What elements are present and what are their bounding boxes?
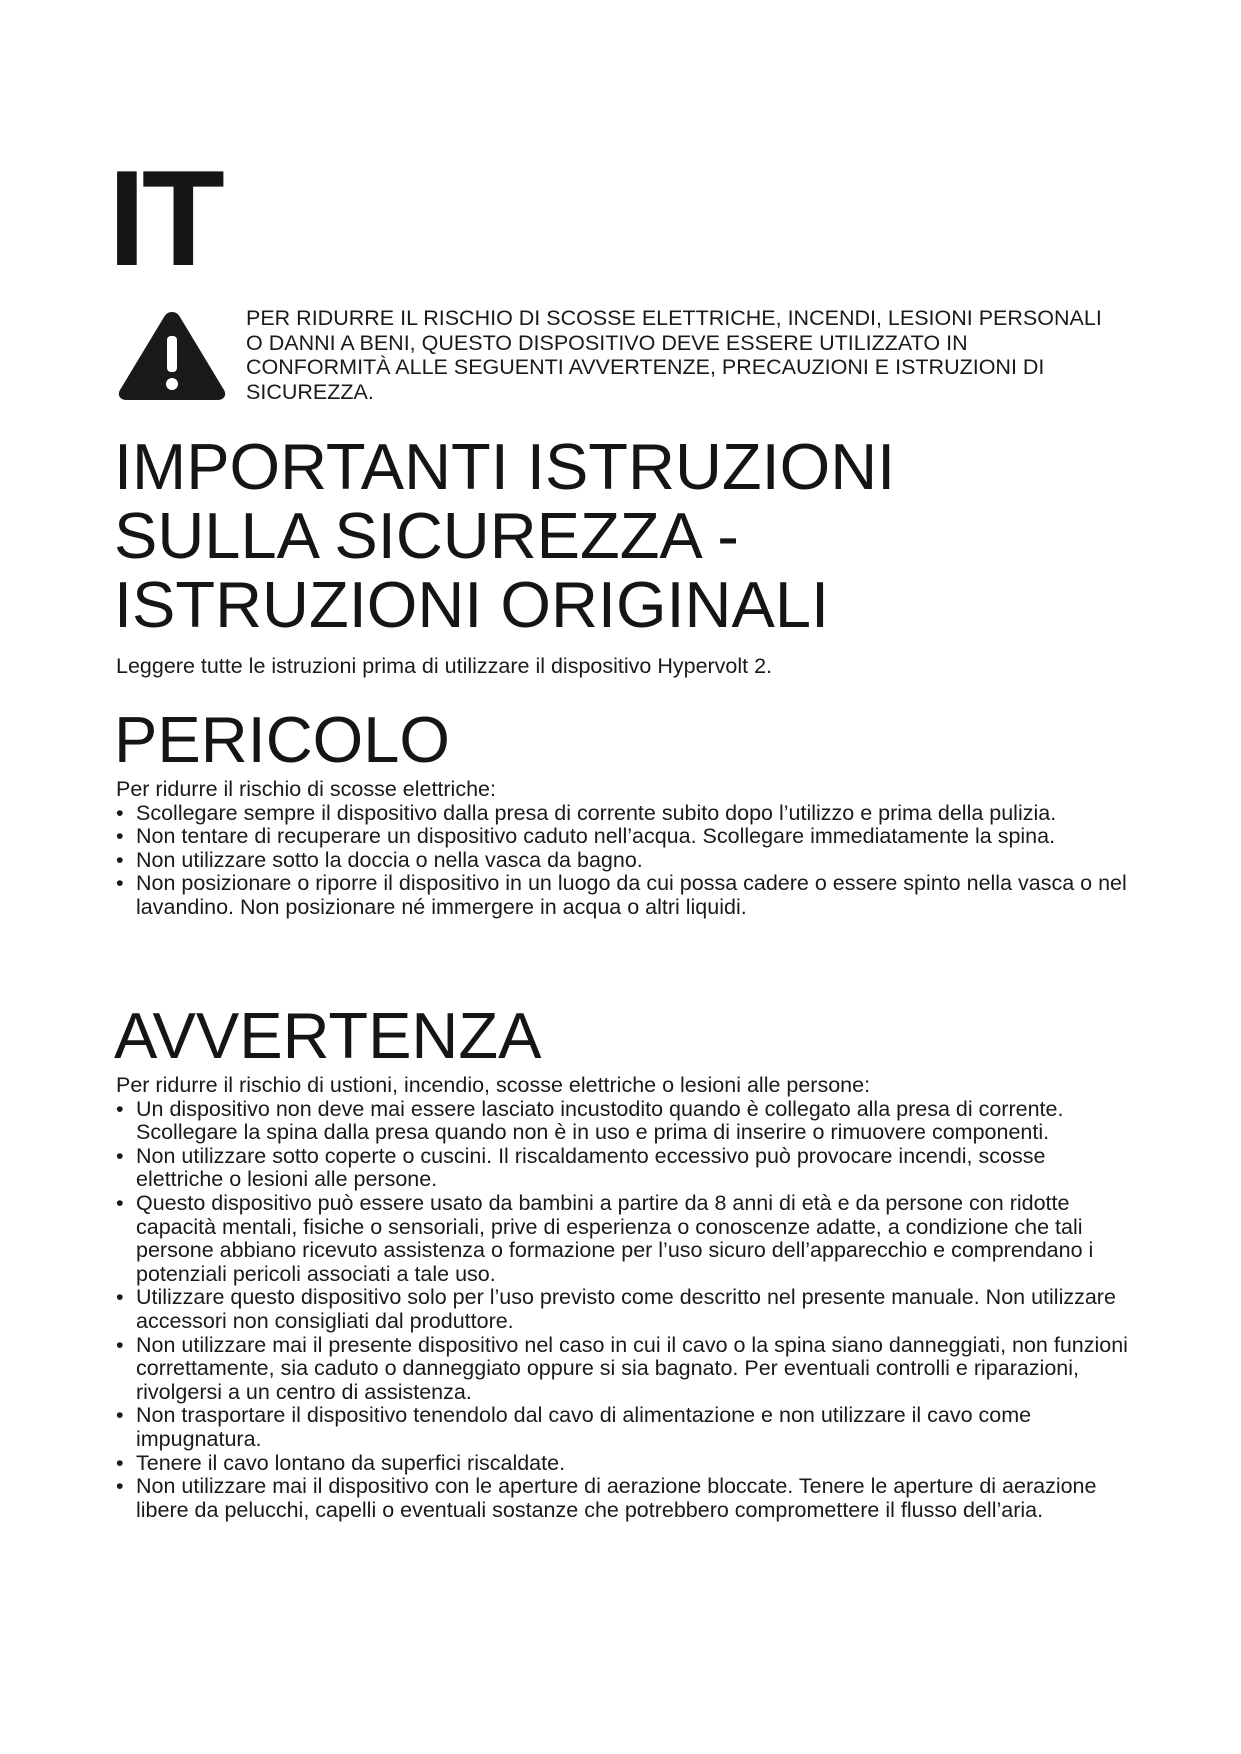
bullet-list (116, 802, 1136, 920)
bullet-list (116, 1098, 1136, 1523)
warning-notice (114, 306, 1114, 406)
title-line: ISTRUZIONI ORIGINALI (114, 568, 830, 641)
intro-text: Leggere tutte le istruzioni prima di utilizzare il dispositivo Hypervolt 2. (116, 654, 773, 678)
bullet-item: • Non posizionare o riporre il dispositivo in un luogo da cui possa cadere o essere spinto nella vasca o nel lavandino. Non posizionare né immergere in acqua o altri liquidi. (116, 872, 1136, 919)
section-body-avvertenza (116, 1074, 1136, 1522)
bullet-item: • Non utilizzare mai il dispositivo con le aperture di aerazione bloccate. Tenere le aperture di aerazione libere da pelucchi, capelli o eventuali sostanze che potrebbero compromettere il flusso dell’aria. (116, 1475, 1136, 1522)
bullet-item: • Non utilizzare sotto la doccia o nella vasca da bagno. (116, 849, 1136, 873)
bullet-item: • Non utilizzare mai il presente dispositivo nel caso in cui il cavo o la spina siano danneggiati, non funzioni correttamente, sia caduto o danneggiato oppure si sia bagnato. Per eventuali controlli e riparazioni, rivolgersi a un centro di assistenza. (116, 1334, 1136, 1405)
section-lead: Per ridurre il rischio di ustioni, incendio, scosse elettriche o lesioni alle persone: (116, 1073, 871, 1097)
section-heading-pericolo: PERICOLO (114, 703, 450, 776)
bullet-item: • Non utilizzare sotto coperte o cuscini. Il riscaldamento eccessivo può provocare incendi, scosse elettriche o lesioni alle persone. (116, 1145, 1136, 1192)
title-line: SULLA SICUREZZA - (114, 499, 739, 572)
language-code: IT (108, 142, 221, 294)
warning-triangle-icon (114, 306, 230, 402)
bullet-item: • Tenere il cavo lontano da superfici riscaldate. (116, 1452, 1136, 1476)
warning-text: PER RIDURRE IL RISCHIO DI SCOSSE ELETTRICHE, INCENDI, LESIONI PERSONALI O DANNI A BENI, QUESTO DISPOSITIVO DEVE ESSERE UTILIZZATO IN CONFORMITÀ ALLE SEGUENTI AVVERTENZE, PRECAUZIONI E ISTRUZIONI DI SICUREZZA. (246, 306, 1102, 404)
bullet-item: • Utilizzare questo dispositivo solo per l’uso previsto come descritto nel presente manuale. Non utilizzare accessori non consigliati dal produttore. (116, 1286, 1136, 1333)
section-heading-avvertenza: AVVERTENZA (114, 999, 542, 1072)
bullet-item: • Un dispositivo non deve mai essere lasciato incustodito quando è collegato alla presa di corrente. Scollegare la spina dalla presa quando non è in uso e prima di inserire o rimuovere componenti. (116, 1098, 1136, 1145)
page-title (114, 432, 1164, 639)
bullet-item: • Non tentare di recuperare un dispositivo caduto nell’acqua. Scollegare immediatamente la spina. (116, 825, 1136, 849)
section-lead: Per ridurre il rischio di scosse elettriche: (116, 777, 496, 801)
bullet-item: • Scollegare sempre il dispositivo dalla presa di corrente subito dopo l’utilizzo e prima della pulizia. (116, 802, 1136, 826)
title-line: IMPORTANTI ISTRUZIONI (114, 430, 896, 503)
section-body-pericolo (116, 778, 1136, 920)
bullet-item: • Non trasportare il dispositivo tenendolo dal cavo di alimentazione e non utilizzare il cavo come impugnatura. (116, 1404, 1136, 1451)
bullet-item: • Questo dispositivo può essere usato da bambini a partire da 8 anni di età e da persone con ridotte capacità mentali, fisiche o sensoriali, prive di esperienza o conoscenze adatte, a condizione che tali persone abbiano ricevuto assistenza o formazione per l’uso sicuro dell’apparecchio e comprendano i potenziali pericoli associati a tale uso. (116, 1192, 1136, 1286)
